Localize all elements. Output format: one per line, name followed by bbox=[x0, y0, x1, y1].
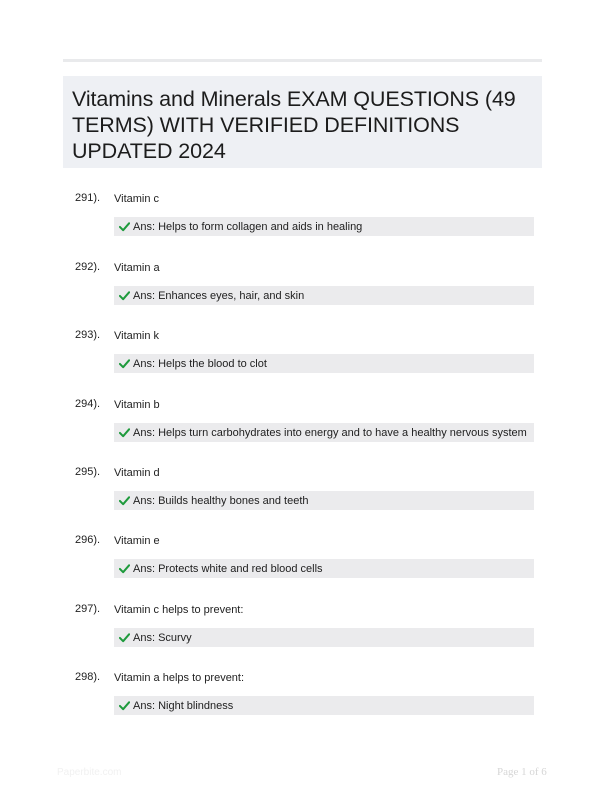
answer-text: Ans: Protects white and red blood cells bbox=[133, 562, 323, 575]
question-text: Vitamin e bbox=[114, 535, 160, 547]
checkmark-icon bbox=[119, 290, 130, 301]
answer-text: Ans: Builds healthy bones and teeth bbox=[133, 494, 309, 507]
checkmark-icon bbox=[119, 221, 130, 232]
answer-text: Ans: Enhances eyes, hair, and skin bbox=[133, 289, 305, 302]
question-text: Vitamin b bbox=[114, 399, 160, 411]
answer-bar bbox=[114, 559, 534, 578]
checkmark-icon bbox=[119, 563, 130, 574]
question-number: 297). bbox=[75, 603, 101, 615]
question-number: 292). bbox=[75, 261, 101, 273]
question-text: Vitamin d bbox=[114, 467, 160, 479]
page-indicator: Page 1 of 6 bbox=[497, 766, 547, 778]
answer-text: Ans: Helps to form collagen and aids in healing bbox=[133, 220, 363, 233]
top-divider bbox=[63, 59, 542, 62]
document-title: Vitamins and Minerals EXAM QUESTIONS (49 TERMS) WITH VERIFIED DEFINITIONS UPDATED 2024 bbox=[72, 87, 516, 163]
answer-bar bbox=[114, 491, 534, 510]
question-number: 294). bbox=[75, 398, 101, 410]
question-text: Vitamin k bbox=[114, 330, 160, 342]
answer-text: Ans: Helps the blood to clot bbox=[133, 357, 267, 370]
question-text: Vitamin a helps to prevent: bbox=[114, 672, 245, 684]
question-number: 298). bbox=[75, 671, 101, 683]
title-box bbox=[63, 76, 542, 168]
answer-bar bbox=[114, 423, 534, 442]
question-number: 291). bbox=[75, 192, 101, 204]
footer-watermark: Paperbite.com bbox=[57, 767, 122, 778]
answer-text: Ans: Helps turn carbohydrates into energy and to have a healthy nervous system bbox=[133, 426, 527, 439]
question-text: Vitamin c helps to prevent: bbox=[114, 604, 244, 616]
checkmark-icon bbox=[119, 358, 130, 369]
question-number: 296). bbox=[75, 534, 101, 546]
checkmark-icon bbox=[119, 427, 130, 438]
answer-bar bbox=[114, 354, 534, 373]
question-number: 295). bbox=[75, 466, 101, 478]
checkmark-icon bbox=[119, 495, 130, 506]
answer-bar bbox=[114, 628, 534, 647]
answer-text: Ans: Night blindness bbox=[133, 699, 234, 712]
question-number: 293). bbox=[75, 329, 101, 341]
answer-bar bbox=[114, 286, 534, 305]
answer-text: Ans: Scurvy bbox=[133, 631, 192, 644]
checkmark-icon bbox=[119, 700, 130, 711]
question-text: Vitamin c bbox=[114, 193, 160, 205]
answer-bar bbox=[114, 696, 534, 715]
question-text: Vitamin a bbox=[114, 262, 160, 274]
answer-bar bbox=[114, 217, 534, 236]
checkmark-icon bbox=[119, 632, 130, 643]
